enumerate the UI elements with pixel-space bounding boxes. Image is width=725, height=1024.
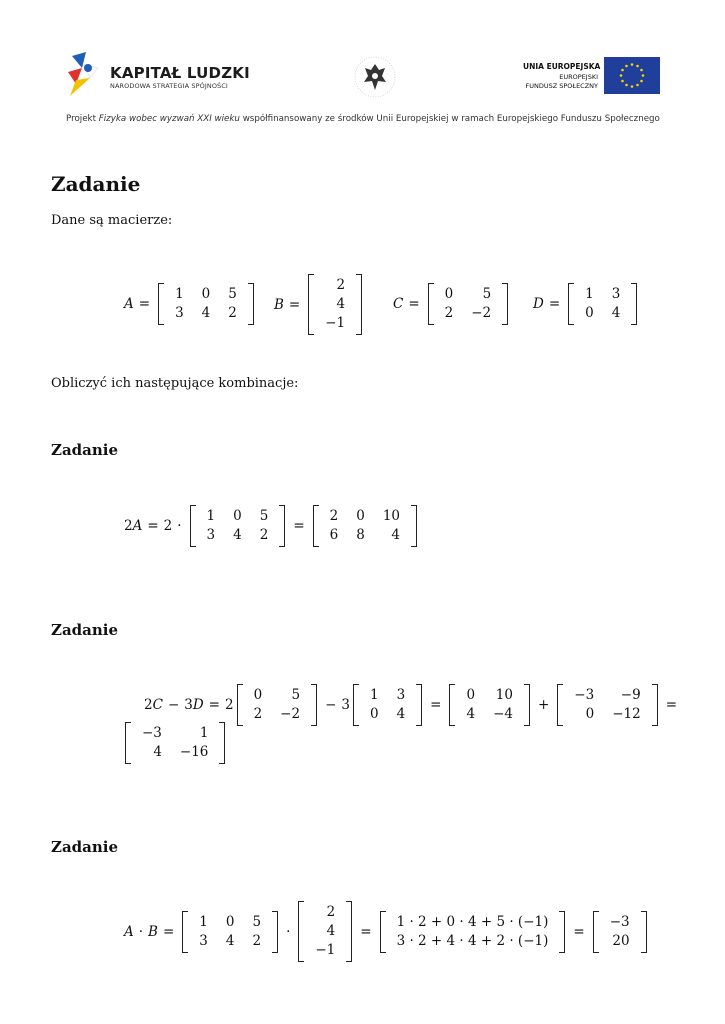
eu-flag (604, 57, 660, 94)
ue-line3: FUNDUSZ SPOŁECZNY (525, 82, 598, 90)
matrix-b-definition: B = 2 4 −1 (274, 274, 365, 335)
university-seal (352, 54, 398, 100)
matrix-c-definition: C = 0 5 2 −2 (393, 283, 511, 325)
kapital-ludzki-title: KAPITAŁ LUDZKI (110, 64, 250, 82)
subtask-3-title: Zadanie (51, 838, 119, 856)
subtask-1-title: Zadanie (51, 441, 119, 459)
kapital-ludzki-logo (66, 50, 106, 98)
equation-2a: 2 A = 2 · 1 0 5 3 4 2 = 2 0 10 6 8 4 (124, 505, 420, 547)
instruction-text: Obliczyć ich następujące kombinacje: (51, 376, 299, 391)
matrix-a-definition: A = 1 0 5 3 4 2 (124, 283, 257, 325)
equation-2c-3d-result: −3 1 4 −16 (122, 722, 228, 764)
subtask-2-title: Zadanie (51, 621, 119, 639)
kapital-ludzki-subtitle: NARODOWA STRATEGIA SPÓJNOŚCI (110, 82, 228, 90)
ue-title: UNIA EUROPEJSKA (523, 62, 601, 71)
equation-a-times-b: A · B = 1 0 5 3 4 2 · 2 4 −1 = 1 · 2 + 0 · 4 + 5 · (−1) 3 · 2 + 4 · 4 + 2 · (−1) = −3 20 (124, 901, 650, 962)
ue-line2: EUROPEJSKI (559, 73, 598, 81)
page-title: Zadanie (51, 172, 141, 196)
project-info-line: Projekt Fizyka wobec wyzwań XXI wieku współfinansowany ze środków Unii Europejskiej w ramach Europejskiego Funduszu Społecznego (66, 114, 660, 124)
matrix-d-definition: D = 1 3 0 4 (533, 283, 640, 325)
equation-2c-3d: 2 C − 3 D = 2 0 5 2 −2 − 3 1 3 0 4 = 0 10 4 −4 + −3 −9 0 −12 = (144, 684, 682, 726)
intro-text: Dane są macierze: (51, 213, 173, 228)
